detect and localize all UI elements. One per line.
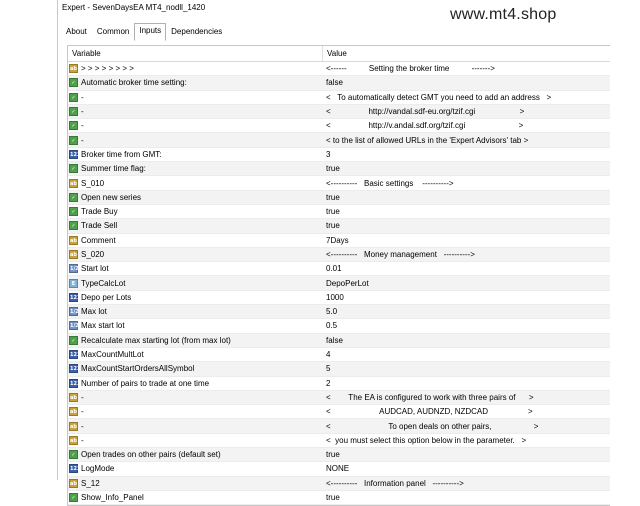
type-num-icon: 123 — [70, 366, 81, 373]
expert-properties-dialog — [57, 0, 640, 503]
variable-name: Automatic broker time setting: — [81, 78, 187, 88]
type-num-icon: 123 — [70, 151, 81, 158]
variable-cell — [68, 364, 323, 373]
type-num-icon: 123 — [70, 352, 81, 359]
variable-name: MaxCountMultLot — [81, 350, 144, 360]
variable-cell — [68, 393, 323, 402]
variable-name: S_010 — [81, 178, 105, 188]
tab-inputs[interactable]: Inputs — [134, 23, 166, 41]
type-real-icon: 1/2 — [70, 323, 79, 330]
value-cell[interactable]: < http://v.andal.sdf.org/tzif.cgi > — [326, 121, 524, 131]
value-cell[interactable]: <---------- Money management ----------> — [326, 250, 475, 259]
tab-common[interactable]: Common — [96, 27, 130, 36]
variable-name: Open new series — [81, 192, 142, 202]
value-cell[interactable]: < The EA is configured to work with three pairs of > — [326, 392, 534, 402]
variable-name: Trade Buy — [81, 207, 118, 217]
value-cell[interactable]: false — [326, 335, 343, 345]
variable-cell — [68, 179, 323, 188]
table-row[interactable] — [68, 362, 610, 376]
type-bool-icon: ✓ — [69, 193, 78, 202]
value-cell[interactable]: 3 — [326, 149, 331, 159]
value-cell[interactable]: 1000 — [326, 292, 344, 302]
variable-name: MaxCountStartOrdersAllSymbol — [81, 364, 195, 374]
variable-name: Recalculate max starting lot (from max lot) — [81, 335, 231, 345]
variable-cell — [68, 493, 323, 502]
type-real-icon: 1/2 — [70, 266, 79, 273]
variable-name: S_12 — [81, 478, 100, 488]
table-row[interactable] — [68, 248, 610, 262]
value-cell[interactable]: < to the list of allowed URLs in the 'Expert Advisors' tab > — [326, 135, 529, 145]
variable-name: Max start lot — [81, 321, 125, 331]
variable-name: Broker time from GMT: — [81, 149, 162, 159]
variable-cell — [68, 136, 323, 145]
value-cell[interactable]: <---------- Basic settings ----------> — [326, 178, 454, 188]
type-ab-icon: ab — [70, 480, 77, 487]
variable-cell — [68, 279, 323, 288]
table-row[interactable] — [68, 448, 610, 462]
table-row[interactable] — [68, 62, 610, 76]
variable-cell — [68, 436, 323, 445]
type-bool-icon: ✓ — [69, 93, 78, 102]
type-enum-icon: E — [69, 279, 78, 288]
type-bool-icon: ✓ — [69, 164, 78, 173]
column-header-variable[interactable]: Variable — [68, 46, 323, 61]
variable-name: - — [81, 121, 84, 131]
variable-cell — [68, 379, 323, 388]
value-cell[interactable]: <------ Setting the broker time -------> — [326, 64, 495, 74]
table-row[interactable] — [68, 162, 610, 176]
value-cell[interactable]: < To automatically detect GMT you need to add an address > — [326, 92, 552, 102]
value-cell[interactable]: < http://vandal.sdf-eu.org/tzif.cgi > — [326, 107, 525, 117]
type-real-icon: 1/2 — [70, 309, 79, 316]
table-row[interactable] — [68, 119, 610, 133]
variable-name: - — [81, 107, 84, 117]
table-row[interactable] — [68, 477, 610, 491]
value-cell[interactable]: < To open deals on other pairs, > — [326, 421, 539, 431]
table-row[interactable] — [68, 191, 610, 205]
table-row[interactable] — [68, 391, 610, 405]
variable-name: - — [81, 392, 84, 402]
type-bool-icon: ✓ — [69, 136, 78, 145]
value-cell[interactable]: DepoPerLot — [326, 278, 369, 288]
table-row[interactable] — [68, 91, 610, 105]
variable-cell — [68, 336, 323, 345]
table-row[interactable] — [68, 419, 610, 433]
variable-cell — [68, 107, 323, 116]
variable-cell — [68, 221, 323, 230]
variable-name: Trade Sell — [81, 221, 118, 231]
value-cell[interactable]: true — [326, 450, 340, 460]
variable-name: - — [81, 135, 84, 145]
type-bool-icon: ✓ — [69, 336, 78, 345]
variable-cell — [68, 193, 323, 202]
table-row[interactable] — [68, 148, 610, 162]
value-cell[interactable]: 5 — [326, 364, 331, 374]
table-header — [68, 46, 610, 62]
variable-cell — [68, 93, 323, 102]
value-cell[interactable]: true — [326, 207, 340, 217]
table-row[interactable] — [68, 76, 610, 90]
variable-name: Comment — [81, 235, 116, 245]
table-row[interactable] — [68, 105, 610, 119]
table-row[interactable] — [68, 334, 610, 348]
type-bool-icon: ✓ — [69, 450, 78, 459]
value-cell[interactable]: < you must select this option below in the parameter. > — [326, 435, 527, 445]
type-bool-icon: ✓ — [69, 221, 78, 230]
variable-cell — [68, 150, 323, 159]
table-row[interactable] — [68, 133, 610, 147]
table-body — [68, 62, 610, 505]
table-row[interactable] — [68, 305, 610, 319]
variable-cell — [68, 121, 323, 130]
type-bool-icon: ✓ — [69, 78, 78, 87]
table-row[interactable] — [68, 348, 610, 362]
table-row[interactable] — [68, 462, 610, 476]
column-header-value[interactable]: Value — [327, 49, 347, 58]
table-row[interactable] — [68, 262, 610, 276]
variable-name: TypeCalcLot — [81, 278, 126, 288]
variable-cell — [68, 78, 323, 87]
variable-cell — [68, 464, 323, 473]
value-cell[interactable]: true — [326, 192, 340, 202]
variable-name: Depo per Lots — [81, 292, 132, 302]
value-cell[interactable]: <---------- Information panel ----------> — [326, 478, 464, 488]
value-cell[interactable]: NONE — [326, 464, 350, 474]
type-num-icon: 123 — [70, 380, 81, 387]
value-cell[interactable]: 0.5 — [326, 321, 338, 331]
type-ab-icon: ab — [70, 252, 77, 258]
variable-name: LogMode — [81, 464, 115, 474]
variable-name: - — [81, 92, 84, 102]
variable-cell — [68, 422, 323, 431]
type-ab-icon: ab — [70, 394, 77, 401]
variable-cell — [68, 64, 323, 73]
variable-name: > > > > > > > > — [81, 64, 134, 74]
variable-cell — [68, 479, 323, 488]
variable-cell — [68, 407, 323, 416]
variable-name: S_020 — [81, 250, 105, 259]
value-cell[interactable]: true — [326, 493, 340, 503]
window-title: Expert - SevenDaysEA MT4_nodll_1420 — [62, 3, 206, 12]
variable-cell — [68, 307, 323, 316]
table-row[interactable] — [68, 319, 610, 333]
variable-cell — [68, 264, 323, 273]
table-row[interactable] — [68, 219, 610, 233]
variable-name: - — [81, 407, 84, 417]
value-cell[interactable]: 7Days — [326, 235, 349, 245]
value-cell[interactable]: 2 — [326, 378, 331, 388]
variable-cell — [68, 236, 323, 245]
type-ab-icon: ab — [70, 66, 77, 73]
variable-name: - — [81, 435, 84, 445]
type-bool-icon: ✓ — [69, 107, 78, 116]
value-cell[interactable]: < AUDCAD, AUDNZD, NZDCAD > — [326, 407, 533, 417]
table-row[interactable] — [68, 234, 610, 248]
value-cell[interactable]: true — [326, 221, 340, 231]
tab-about[interactable]: About — [66, 27, 87, 36]
variable-name: Open trades on other pairs (default set) — [81, 450, 221, 460]
variable-cell — [68, 250, 323, 259]
variable-cell — [68, 321, 323, 330]
type-ab-icon: ab — [70, 180, 77, 187]
variable-cell — [68, 293, 323, 302]
variable-name: Max lot — [81, 307, 107, 317]
variable-cell — [68, 350, 323, 359]
variable-name: Start lot — [81, 264, 109, 274]
value-cell[interactable]: 4 — [326, 350, 331, 360]
table-row[interactable] — [68, 205, 610, 219]
table-row[interactable] — [68, 276, 610, 290]
variable-name: Number of pairs to trade at one time — [81, 378, 210, 388]
tab-dependencies[interactable]: Dependencies — [171, 27, 223, 36]
value-cell[interactable]: 5.0 — [326, 307, 338, 317]
type-bool-icon: ✓ — [69, 121, 78, 130]
variable-name: Show_Info_Panel — [81, 493, 144, 503]
variable-name: Summer time flag: — [81, 164, 146, 174]
variable-cell — [68, 164, 323, 173]
table-row[interactable] — [68, 176, 610, 190]
watermark: www.mt4.shop — [450, 6, 557, 23]
tab-bar — [61, 24, 227, 40]
table-row[interactable] — [68, 291, 610, 305]
variable-cell — [68, 450, 323, 459]
type-bool-icon: ✓ — [69, 493, 78, 502]
type-ab-icon: ab — [70, 237, 77, 244]
table-row[interactable] — [68, 491, 610, 505]
value-cell[interactable]: true — [326, 164, 340, 174]
table-row[interactable] — [68, 405, 610, 419]
table-row[interactable] — [68, 377, 610, 391]
inputs-table — [67, 45, 610, 506]
type-ab-icon: ab — [70, 437, 77, 444]
type-ab-icon: ab — [70, 423, 77, 430]
variable-cell — [68, 207, 323, 216]
type-num-icon: 123 — [70, 294, 81, 301]
variable-name: - — [81, 421, 84, 431]
type-bool-icon: ✓ — [69, 207, 78, 216]
type-num-icon: 123 — [70, 466, 81, 473]
table-row[interactable] — [68, 434, 610, 448]
type-ab-icon: ab — [70, 409, 77, 416]
value-cell[interactable]: false — [326, 78, 343, 88]
value-cell[interactable]: 0.01 — [326, 264, 342, 274]
